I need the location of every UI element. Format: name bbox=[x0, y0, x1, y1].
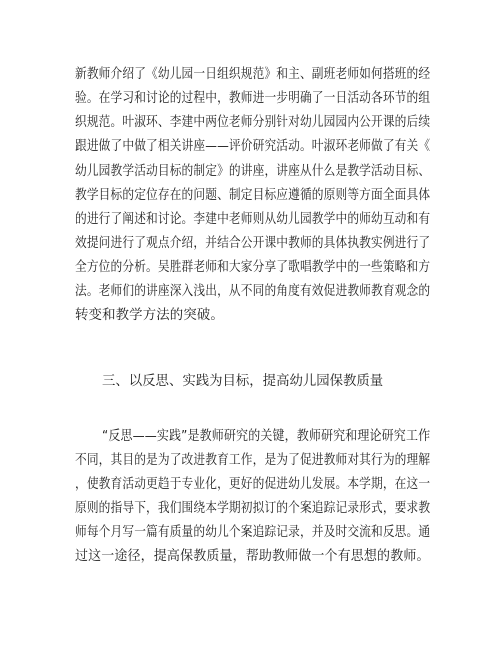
paragraph-1-line-9: 全方位的分析。吴胜群老师和大家分享了歌唱教学中的一些策略和方 bbox=[75, 260, 431, 275]
paragraph-1-line-2: 验。在学习和讨论的过程中，教师进一步明确了一日活动各环节的组 bbox=[75, 91, 431, 106]
paragraph-1-line-6: 教学目标的定位存在的问题、制定目标应遵循的原则等方面全面具体 bbox=[75, 188, 431, 203]
section-heading: 三、以反思、实践为目标，提高幼儿园保教质量 bbox=[102, 374, 384, 389]
paragraph-2-line-1: “反思——实践”是教师研究的关键，教师研究和理论研究工作 bbox=[102, 429, 431, 444]
paragraph-2-line-5: 师每个月写一篇有质量的幼儿个案追踪记录，并及时交流和反思。通 bbox=[75, 525, 431, 540]
paragraph-1-line-4: 跟进做了中做了相关讲座——评价研究活动。叶淑环老师做了有关《 bbox=[75, 139, 431, 154]
paragraph-1-line-10: 法。老师们的讲座深入浅出，从不同的角度有效促进教师教育观念的 bbox=[75, 284, 431, 299]
paragraph-1-line-7: 的进行了阐述和讨论。李建中老师则从幼儿园教学中的师幼互动和有 bbox=[75, 212, 431, 227]
paragraph-2-line-2: 不同，其目的是为了改进教育工作，是为了促进教师对其行为的理解 bbox=[75, 453, 431, 468]
paragraph-1-line-1: 新教师介绍了《幼儿园一日组织规范》和主、副班老师如何搭班的经 bbox=[75, 67, 431, 82]
paragraph-2-line-6: 过这一途径，提高保教质量，帮助教师做一个有思想的教师。 bbox=[75, 549, 430, 564]
paragraph-2-line-3: ，使教育活动更趋于专业化，更好的促进幼儿发展。本学期，在这一 bbox=[75, 477, 431, 492]
paragraph-1-line-11: 转变和教学方法的突破。 bbox=[75, 308, 224, 323]
paragraph-1-line-8: 效提问进行了观点介绍，并结合公开课中教师的具体执教实例进行了 bbox=[75, 236, 431, 251]
paragraph-2-line-4: 原则的指导下，我们围绕本学期初拟订的个案追踪记录形式，要求教 bbox=[75, 501, 431, 516]
paragraph-1-line-3: 织规范。叶淑环、李建中两位老师分别针对幼儿园园内公开课的后续 bbox=[75, 115, 431, 130]
paragraph-1-line-5: 幼儿园教学活动目标的制定》的讲座，讲座从什么是教学活动目标、 bbox=[75, 164, 431, 179]
